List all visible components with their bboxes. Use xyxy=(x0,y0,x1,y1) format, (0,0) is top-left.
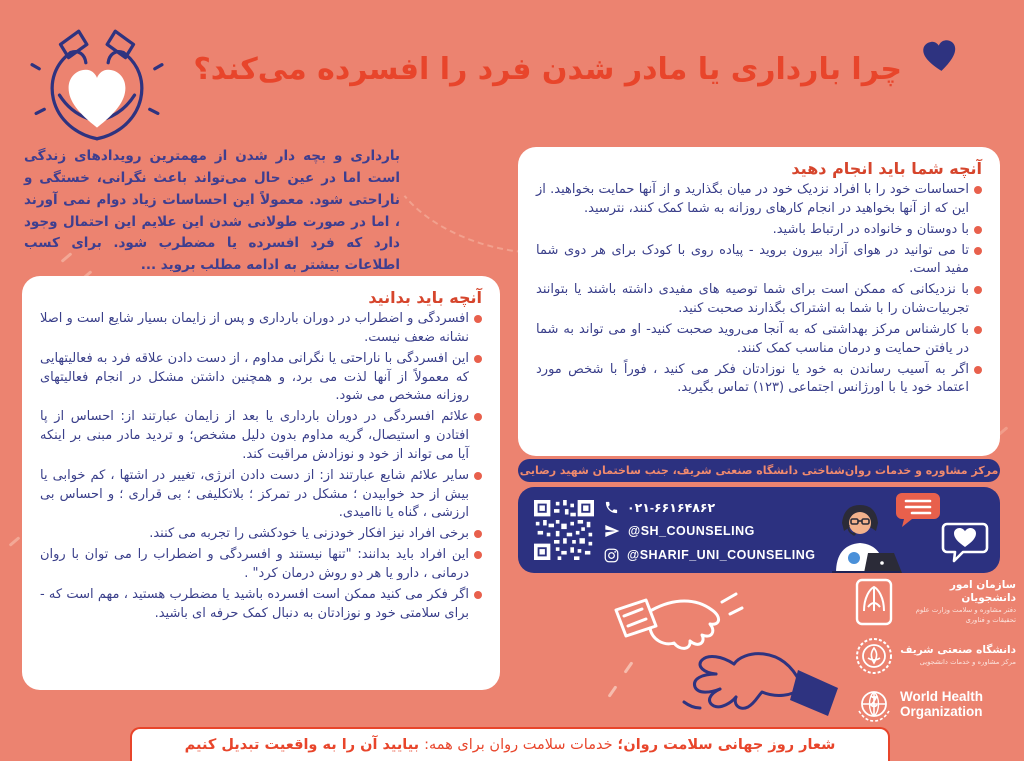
list-item-text: با کارشناس مرکز بهداشتی که به آنجا می‌روید صحبت کنید- او می تواند به شما در یافتن حمایت و درمان مناسب کمک کنند. xyxy=(536,321,969,356)
student-affairs-logo xyxy=(854,577,894,627)
logo-title: دانشگاه صنعتی شریف xyxy=(900,644,1016,657)
chat-bubble-icon xyxy=(894,491,942,529)
list-item-text: با نزدیکانی که ممکن است برای شما توصیه های مفیدی داشته باشند یا بتوانند تجربیات‌شان را با شما به اشتراک بگذارند صحبت کنید. xyxy=(536,282,969,317)
hands-holding-heart-icon xyxy=(26,18,168,152)
phone-row xyxy=(604,495,815,519)
logo-row-sharif xyxy=(854,636,1020,676)
logo-title: World Health Organization xyxy=(900,689,984,719)
bullet-dot xyxy=(474,591,482,599)
footer-bold-lead: شعار روز جهانی سلامت روان؛ xyxy=(617,737,836,753)
logos-column xyxy=(854,577,1020,725)
bullet-dot xyxy=(474,315,482,323)
bullet-dot xyxy=(474,530,482,538)
page-title: چرا بارداری یا مادر شدن فرد را افسرده می‌کند؟ xyxy=(193,52,902,87)
bullet-dot xyxy=(974,247,982,255)
logo-row-who xyxy=(854,685,1020,725)
bullet-dot xyxy=(974,366,982,374)
bullet-dot xyxy=(974,226,982,234)
list-item-text: برخی افراد نیز افکار خودزنی یا خودکشی را تجربه می کنند. xyxy=(149,526,469,542)
list-item-text: اگر به آسیب رساندن به خود یا نوزادتان فکر می کنید ، فوراً با شخص مورد اعتماد خود یا با اورژانس اجتماعی (۱۲۳) تماس بگیرید. xyxy=(536,361,969,396)
logo-row-student-affairs xyxy=(854,577,1020,627)
footer-bold-tail: بیایید آن را به واقعیت تبدیل کنیم xyxy=(184,737,420,753)
qr-code xyxy=(534,500,594,560)
list-item xyxy=(40,350,482,407)
bullet-dot xyxy=(474,355,482,363)
footer-slogan-bar xyxy=(130,727,890,761)
contact-banner xyxy=(518,487,1000,573)
list-item xyxy=(40,467,482,524)
logo-subtitle: مرکز مشاوره و خدمات دانشجویی xyxy=(919,658,1016,667)
phone-icon xyxy=(604,500,619,515)
bullet-dot xyxy=(474,413,482,421)
list-item xyxy=(40,310,482,348)
do-box-header: آنچه شما باید انجام دهید xyxy=(791,159,982,178)
do-box xyxy=(518,147,1000,456)
list-item xyxy=(536,221,982,240)
telegram-icon xyxy=(604,523,620,539)
list-item xyxy=(536,242,982,280)
list-item-text: علائم افسردگی در دوران بارداری یا بعد از زایمان عبارتند از: احساس از پا افتادن و استیصال، گریه مداوم بدون دلیل مشخص؛ و تردید مادر مبنی بر اینکه آیا می تواند از خود و نوزادش مراقبت کند. xyxy=(40,409,469,462)
logo-subtitle: دفتر مشاوره و سلامت وزارت علوم تحقیقات و فناوری xyxy=(915,606,1016,624)
do-box-list xyxy=(536,181,982,398)
phone-number: ۰۲۱-۶۶۱۶۴۸۶۲ xyxy=(627,500,716,515)
list-item xyxy=(536,321,982,359)
list-item xyxy=(40,586,482,624)
know-box xyxy=(22,276,500,690)
list-item-text: اگر فکر می کنید ممکن است افسرده باشید یا مضطرب هستید ، مهم است که - برای سلامتی خود و نوزادتان به دنبال کمک حرفه ای باشید. xyxy=(40,586,469,621)
footer-regular: خدمات سلامت روان برای همه: xyxy=(424,737,613,753)
reaching-hands-illustration xyxy=(594,590,846,720)
logo-text xyxy=(900,579,1016,625)
list-item xyxy=(536,181,982,219)
list-item-text: سایر علائم شایع عبارتند از: از دست دادن انرژی، تغییر در اشتها ، کم خوابی یا بیش از حد خوابیدن ؛ مشکل در تمرکز ؛ بلاتکلیفی ؛ بی قراری ؛ و احساس بی ارزشی ، گناه یا ناامیدی. xyxy=(40,467,469,521)
telegram-row xyxy=(604,519,815,543)
list-item-text: این افسردگی با ناراحتی یا نگرانی مداوم ، از دست دادن علاقه فرد به فعالیتهایی که معمولاً از آنها لذت می برد، و همچنین داشتن مشکل در انجام فعالیتهای روزانه مشخص می شود. xyxy=(40,350,469,404)
who-logo xyxy=(854,685,894,725)
list-item-text: با دوستان و خانواده در ارتباط باشید. xyxy=(772,221,969,237)
list-item-text: تا می توانید در هوای آزاد بیرون بروید - پیاده روی با کودک برای هر دوی شما مفید است. xyxy=(536,242,969,277)
bullet-dot xyxy=(474,472,482,480)
heart-bubble-icon xyxy=(940,521,990,563)
heart-icon xyxy=(920,38,959,76)
know-box-header: آنچه باید بدانید xyxy=(368,288,482,307)
list-item-text: احساسات خود را با افراد نزدیک خود در میان بگذارید و از آنها حمایت بخواهید. از این که از آنها بخواهید در انجام کارهای روزانه به شما کمک کنند، نترسید. xyxy=(536,182,969,216)
instagram-row xyxy=(604,543,815,567)
list-item-text: این افراد باید بدانند: "تنها نیستند و افسردگی و اضطراب را می توان با روان درمانی ، دارو یا هر دو روش درمان کرد" . xyxy=(40,547,469,581)
list-item xyxy=(40,408,482,465)
instagram-icon xyxy=(604,548,619,563)
list-item xyxy=(536,281,982,319)
list-item-text: افسردگی و اضطراب در دوران بارداری و پس از زایمان بسیار شایع است و اصلا نشانه ضعف نیست. xyxy=(40,311,469,345)
logo-text xyxy=(900,644,1016,668)
logo-title: سازمان امور دانشجویان xyxy=(949,578,1016,604)
bullet-dot xyxy=(974,326,982,334)
list-item xyxy=(40,525,482,544)
know-box-list xyxy=(40,310,482,624)
bullet-dot xyxy=(474,551,482,559)
decorative-dash xyxy=(9,536,21,547)
instagram-handle: @SHARIF_UNI_COUNSELING xyxy=(627,548,816,562)
intro-paragraph: بارداری و بچه دار شدن از مهمترین رویدادهای زندگی است اما در عین حال می‌تواند باعث نگرانی، خستگی و ناراحتی شود. معمولاً این احساسات زیاد دوام نمی آورند ، اما در صورت طولانی شدن این علایم این احتمال وجود دارد که فرد افسرده یا مضطرب شود. برای کسب اطلاعات بیشتر به ادامه مطلب بروید ... xyxy=(24,148,400,274)
bullet-dot xyxy=(974,186,982,194)
center-address-strip: مرکز مشاوره و خدمات روان‌شناختی دانشگاه صنعتی شریف، جنب ساختمان شهید رضایی xyxy=(518,459,1000,482)
bullet-dot xyxy=(974,286,982,294)
telegram-handle: @SH_COUNSELING xyxy=(628,524,755,538)
list-item xyxy=(40,546,482,584)
contact-rows xyxy=(604,495,815,567)
sharif-university-logo xyxy=(854,636,894,676)
list-item xyxy=(536,361,982,399)
